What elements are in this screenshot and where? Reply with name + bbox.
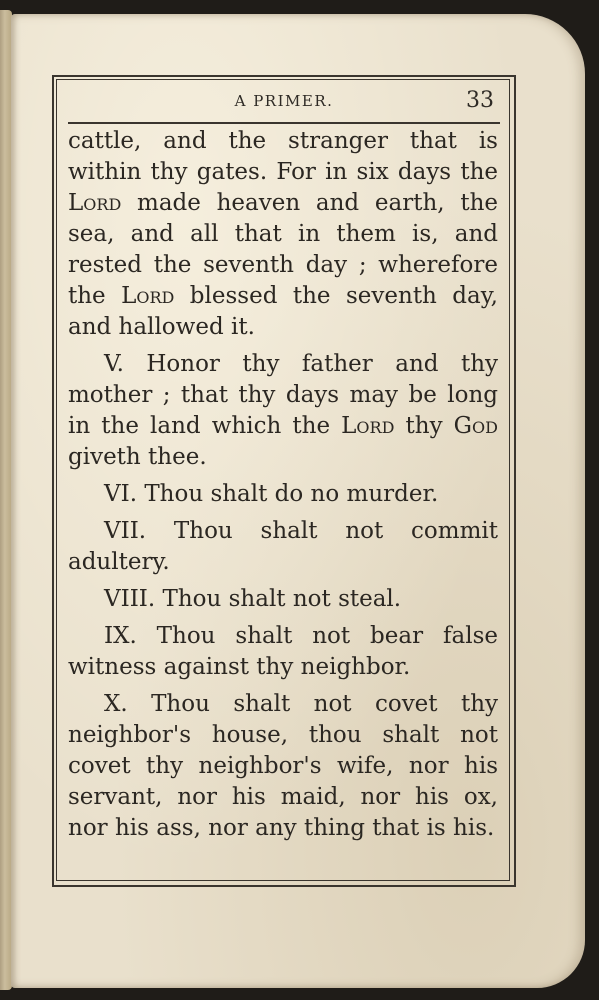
text-run: V. Honor thy father and thy mother ; that thy days may be long in the land which the <box>68 351 498 439</box>
running-head: A PRIMER. <box>234 92 334 110</box>
small-caps-word: Lord <box>341 413 395 439</box>
small-caps-word: Lord <box>68 190 122 216</box>
text-run: blessed the seventh day, and hallowed it. <box>68 283 498 340</box>
text-run: made heaven and earth, the sea, and all that in them is, and rested the seventh day ; wherefore the <box>68 190 498 309</box>
paragraph-commandment-5 <box>68 349 498 473</box>
paragraph-fourth-commandment-end <box>68 126 498 343</box>
paragraph-commandment-8: VIII. Thou shalt not steal. <box>104 586 402 612</box>
paragraph-commandment-10: X. Thou shalt not covet thy neighbor's house, thou shalt not covet thy neighbor's wife, nor his servant, nor his maid, nor his ox, nor his ass, nor any thing that is his. <box>68 691 498 841</box>
text-run: giveth thee. <box>68 444 207 470</box>
text-run: cattle, and the stranger that is within thy gates. For in six days the <box>68 128 498 185</box>
paragraph-commandment-9: IX. Thou shalt not bear false witness against thy neighbor. <box>68 623 498 680</box>
text-run: thy <box>394 413 454 439</box>
paragraph-commandment-6: VI. Thou shalt do no murder. <box>104 481 439 507</box>
small-caps-word: God <box>453 413 498 439</box>
page-body <box>68 126 498 844</box>
small-caps-word: Lord <box>121 283 175 309</box>
page-number: 33 <box>466 88 494 113</box>
page-header <box>68 88 500 124</box>
paragraph-commandment-7: VII. Thou shalt not commit adultery. <box>68 518 498 575</box>
